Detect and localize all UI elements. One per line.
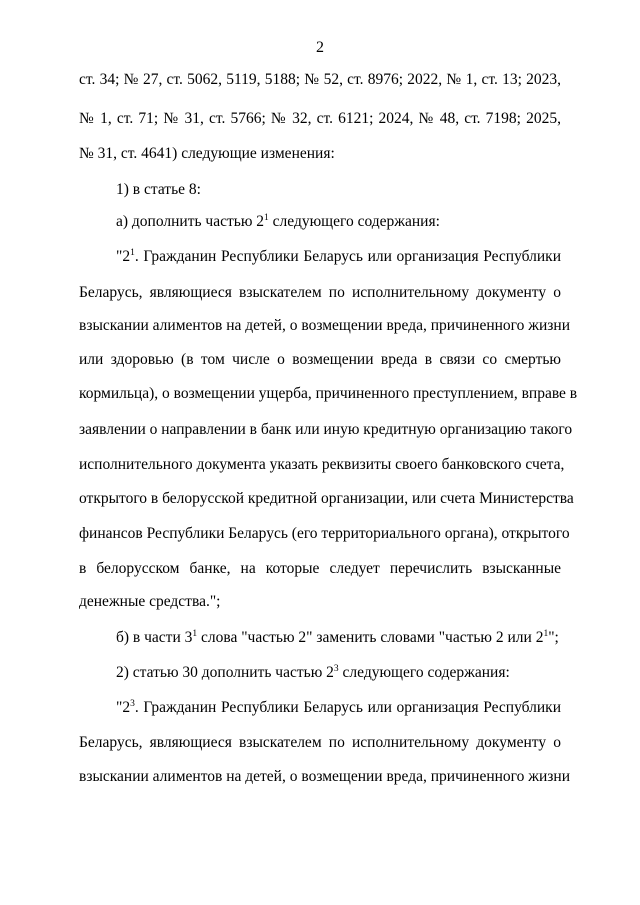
text-line-6: "$2^1$. Гражданин Республики Беларусь или организация Республики <box>116 248 561 265</box>
text-line-7: Беларусь, являющиеся взыскателем по исполнительному документу о <box>79 284 561 301</box>
text-line-21: взыскании алиментов на детей, о возмещении вреда, причиненного жизни <box>79 768 570 785</box>
text-line-5: а) дополнить частью $2^1$ следующего содержания: <box>116 213 440 230</box>
text-line-12: исполнительного документа указать реквизиты своего банковского счета, <box>79 456 565 473</box>
text-line-4: 1) в статье 8: <box>116 181 201 198</box>
text-line-19: "$2^3$. Гражданин Республики Беларусь или организация Республики <box>116 699 561 716</box>
text-line-10: кормильца), о возмещении ущерба, причиненного преступлением, вправе в <box>79 385 578 402</box>
text-line-9: или здоровью (в том числе о возмещении вреда в связи со смертью <box>79 351 561 368</box>
text-line-14: финансов Республики Беларусь (его территориального органа), открытого <box>79 525 570 542</box>
text-line-13: открытого в белорусской кредитной организации, или счета Министерства <box>79 490 574 507</box>
page-number: 2 <box>316 39 324 56</box>
text-line-1: ст. 34; № 27, ст. 5062, 5119, 5188; № 52, ст. 8976; 2022, № 1, ст. 13; 2023, <box>79 71 561 88</box>
text-line-2: № 1, ст. 71; № 31, ст. 5766; № 32, ст. 6121; 2024, № 48, ст. 7198; 2025, <box>79 110 561 127</box>
text-line-18: 2) статью 30 дополнить частью $2^3$ следующего содержания: <box>116 664 510 681</box>
text-line-8: взыскании алиментов на детей, о возмещении вреда, причиненного жизни <box>79 317 570 334</box>
text-line-15: в белорусском банке, на которые следует перечислить взысканные <box>79 560 561 577</box>
text-line-17: б) в части $3^1$ слова "частью 2" заменить словами "частью 2 или $2^1$"; <box>116 629 559 646</box>
text-line-16: денежные средства."; <box>79 593 221 610</box>
text-line-11: заявлении о направлении в банк или иную кредитную организацию такого <box>79 421 573 438</box>
text-line-3: № 31, ст. 4641) следующие изменения: <box>79 145 335 162</box>
text-line-20: Беларусь, являющиеся взыскателем по исполнительному документу о <box>79 734 561 751</box>
